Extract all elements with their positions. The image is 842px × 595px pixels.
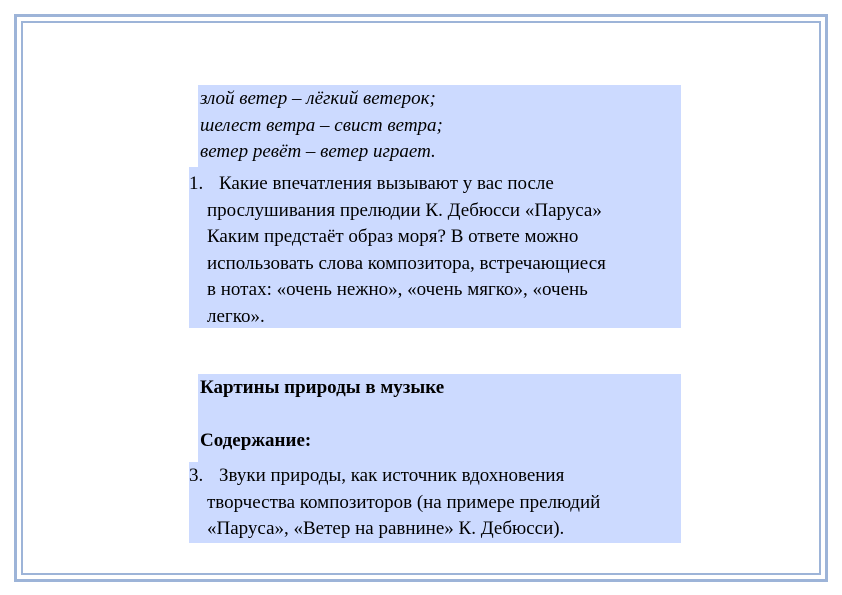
- question-continuation: [207, 198, 681, 331]
- question-item: [189, 171, 681, 330]
- question-line: легко».: [207, 305, 265, 327]
- content-item: [189, 463, 681, 543]
- topic-title: Картины природы в музыке: [200, 377, 445, 398]
- content-block: [189, 462, 681, 543]
- question-line: в нотах: «очень нежно», «очень мягко», «очень: [207, 279, 588, 300]
- topic-block: [198, 374, 681, 462]
- content-item-line: творчества композиторов (на примере прелюдий: [207, 491, 601, 513]
- content-heading: Содержание:: [200, 430, 312, 451]
- content-item-continuation: [207, 490, 681, 543]
- question-line: использовать слова композитора, встречающиеся: [207, 252, 606, 274]
- content-item-first-line: Звуки природы, как источник вдохновения: [219, 465, 565, 486]
- question-block: [189, 167, 681, 328]
- question-number: 1.: [189, 173, 204, 194]
- spacer: [198, 402, 681, 429]
- content-item-line: «Паруса», «Ветер на равнине» К. Дебюсси).: [207, 518, 565, 539]
- word-pair-line: злой ветер – лёгкий ветерок;: [200, 88, 436, 109]
- word-pair-line: ветер ревёт – ветер играет.: [200, 141, 436, 162]
- question-line: прослушивания прелюдии К. Дебюсси «Паруса»: [207, 199, 602, 221]
- question-line: Каким предстаёт образ моря? В ответе можно: [207, 226, 579, 247]
- content-item-number: 3.: [189, 465, 204, 486]
- question-first-line: Какие впечатления вызывают у вас после: [219, 173, 554, 194]
- word-pair-line: шелест ветра – свист ветра;: [200, 114, 443, 136]
- word-pairs-block: [198, 85, 681, 167]
